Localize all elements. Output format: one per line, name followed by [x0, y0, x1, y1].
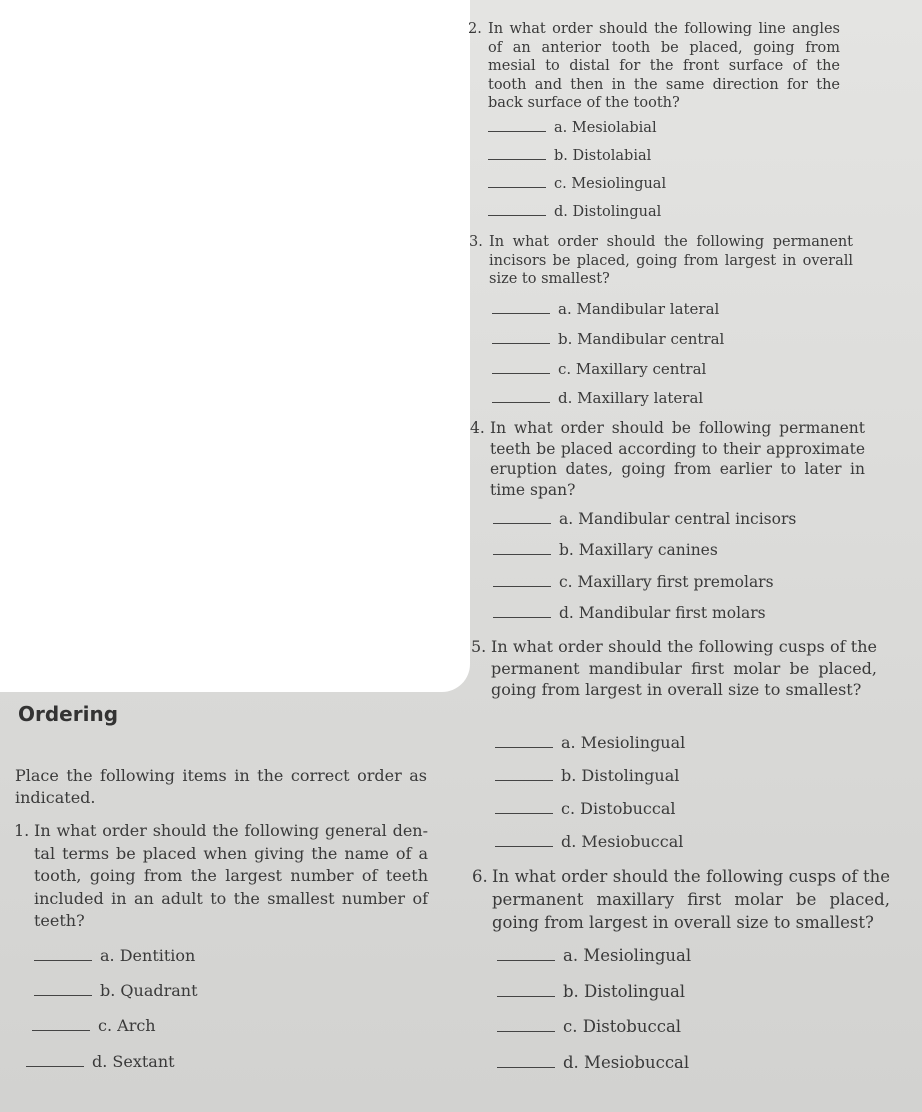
- answer-option: c. Maxillary central: [492, 360, 706, 378]
- question-text: In what order should the following cusps of the permanent mandibular first molar be placed, going from largest in overall size to smallest?: [491, 637, 877, 699]
- question-3: [469, 233, 853, 289]
- answer-blank[interactable]: [492, 312, 550, 314]
- question-number: 2.: [468, 21, 482, 37]
- answer-option: d. Mandibular first molars: [493, 604, 766, 622]
- answer-option: a. Mesiolingual: [497, 946, 691, 965]
- question-2: [468, 20, 840, 113]
- answer-blank[interactable]: [493, 553, 551, 555]
- question-number: 6.: [472, 867, 488, 886]
- answer-option: b. Quadrant: [34, 981, 198, 1000]
- question-1: [14, 820, 428, 933]
- answer-option: d. Distolingual: [488, 204, 661, 220]
- question-6: [472, 865, 890, 934]
- answer-blank[interactable]: [495, 746, 553, 748]
- answer-blank[interactable]: [493, 585, 551, 587]
- question-text: In what order should the following general den-tal terms be placed when giving the name of a tooth, going from the largest number of teeth included in an adult to the smallest number of teeth?: [34, 821, 428, 930]
- instructions-text: Place the following items in the correct order as indicated.: [15, 766, 427, 807]
- answer-option: d. Mesiobuccal: [495, 832, 683, 851]
- answer-option: a. Mesiolabial: [488, 120, 657, 136]
- question-4: [470, 418, 865, 500]
- answer-blank[interactable]: [488, 158, 546, 160]
- answer-option: a. Dentition: [34, 946, 195, 965]
- question-number: 5.: [471, 637, 487, 656]
- answer-option: d. Mesiobuccal: [497, 1053, 689, 1072]
- answer-option: c. Maxillary first premolars: [493, 573, 774, 591]
- question-text: In what order should the following permanent incisors be placed, going from largest in overall size to smallest?: [489, 234, 853, 287]
- answer-blank[interactable]: [493, 616, 551, 618]
- answer-blank[interactable]: [497, 1066, 555, 1068]
- answer-option: b. Distolingual: [497, 982, 685, 1001]
- answer-blank[interactable]: [32, 1029, 90, 1031]
- section-heading: Ordering: [18, 702, 119, 726]
- answer-option: b. Maxillary canines: [493, 541, 718, 559]
- question-text: In what order should the following cusps of the permanent maxillary first molar be placed, going from largest in overall size to smallest?: [492, 867, 890, 932]
- redacted-area: [0, 0, 470, 692]
- answer-option: d. Sextant: [26, 1052, 175, 1071]
- question-5: [471, 636, 877, 701]
- answer-option: c. Mesiolingual: [488, 176, 666, 192]
- answer-option: b. Distolabial: [488, 148, 651, 164]
- answer-blank[interactable]: [488, 130, 546, 132]
- answer-blank[interactable]: [497, 995, 555, 997]
- answer-blank[interactable]: [488, 186, 546, 188]
- question-number: 4.: [470, 419, 485, 437]
- answer-blank[interactable]: [497, 959, 555, 961]
- question-number: 3.: [469, 234, 483, 250]
- question-number: 1.: [14, 821, 30, 840]
- answer-option: c. Arch: [32, 1016, 156, 1035]
- answer-option: a. Mandibular central incisors: [493, 510, 796, 528]
- answer-blank[interactable]: [488, 214, 546, 216]
- answer-option: b. Distolingual: [495, 766, 679, 785]
- question-text: In what order should the following line angles of an anterior tooth be placed, going from mesial to distal for the front surface of the tooth and then in the same direction for the back surface of the tooth?: [488, 21, 840, 111]
- answer-blank[interactable]: [34, 959, 92, 961]
- question-text: In what order should be following permanent teeth be placed according to their approximate eruption dates, going from earlier to later in time span?: [490, 419, 865, 499]
- answer-blank[interactable]: [34, 994, 92, 996]
- answer-blank[interactable]: [493, 522, 551, 524]
- answer-option: d. Maxillary lateral: [492, 389, 703, 407]
- answer-option: a. Mandibular lateral: [492, 300, 719, 318]
- answer-option: c. Distobuccal: [495, 799, 675, 818]
- answer-blank[interactable]: [492, 401, 550, 403]
- answer-blank[interactable]: [26, 1065, 84, 1067]
- answer-option: b. Mandibular central: [492, 330, 724, 348]
- answer-blank[interactable]: [497, 1030, 555, 1032]
- answer-blank[interactable]: [492, 342, 550, 344]
- answer-blank[interactable]: [495, 812, 553, 814]
- answer-option: a. Mesiolingual: [495, 733, 685, 752]
- answer-option: c. Distobuccal: [497, 1017, 681, 1036]
- answer-blank[interactable]: [495, 845, 553, 847]
- answer-blank[interactable]: [495, 779, 553, 781]
- answer-blank[interactable]: [492, 372, 550, 374]
